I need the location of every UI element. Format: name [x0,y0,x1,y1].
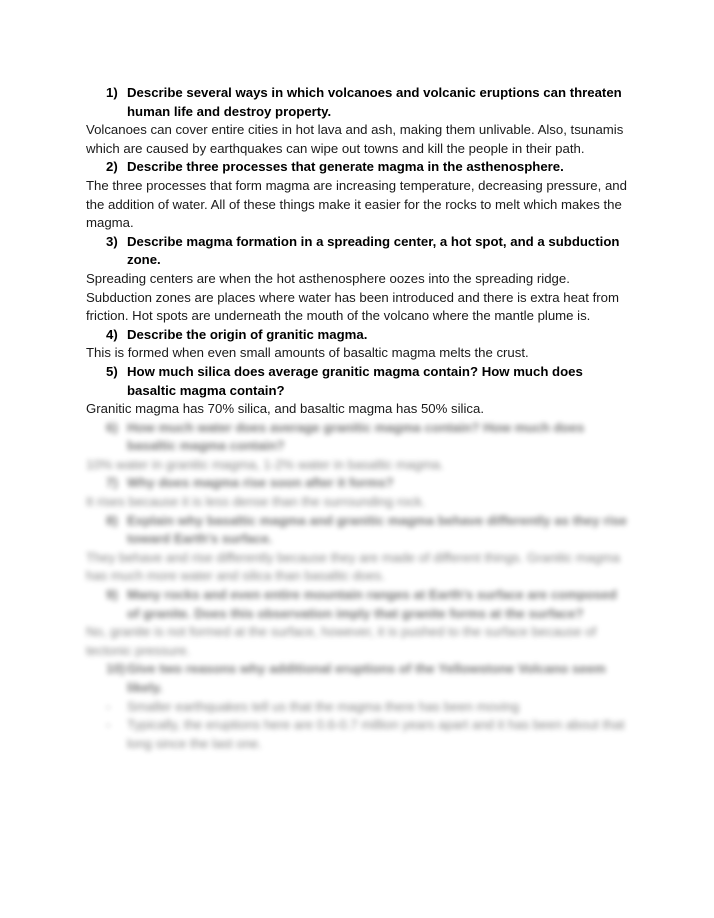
question-number: 5) [106,363,118,379]
question-text: Describe the origin of granitic magma. [127,326,368,342]
question-text: How much silica does average granitic magma contain? How much does basaltic magma contain? [127,363,583,398]
question-text: Describe several ways in which volcanoes and volcanic eruptions can threaten human life and destroy property. [127,85,622,119]
question-number: 6) [106,419,118,435]
question-7 [86,474,632,493]
answer-3: Spreading centers are when the hot asthenosphere oozes into the spreading ridge. Subduction zones are places where water has been introduced and there is extra heat from friction. Hot spots are underneath the mouth of the volcano where the mantle plume is. [86,270,619,324]
bullet-text: Typically, the eruptions here are 0.6-0.7 million years apart and it has been about that long since the last one. [127,717,625,751]
question-5 [86,363,632,400]
answer-5: Granitic magma has 70% silica, and basaltic magma has 50% silica. [86,401,485,417]
question-4 [86,326,632,345]
answer-2: The three processes that form magma are increasing temperature, decreasing pressure, and the addition of water. All of these things make it easier for the rocks to melt which makes the magma. [86,177,627,231]
question-number: 1) [106,85,118,100]
question-text: Many rocks and even entire mountain ranges at Earth's surface are composed of granite. Does this observation imply that granite forms at the surface? [127,587,617,621]
question-text: Describe three processes that generate magma in the asthenosphere. [127,159,564,175]
question-text: Describe magma formation in a spreading center, a hot spot, and a subduction zone. [127,233,620,268]
question-text: How much water does average granitic magma contain? How much does basaltic magma contain? [127,419,585,454]
question-1 [86,84,632,121]
document-body [86,84,632,753]
question-text: Explain why basaltic magma and granitic magma behave differently as they rise toward Earth's surface. [127,512,627,547]
question-number: 8) [106,512,118,528]
question-10 [86,660,632,697]
bullet-text: Smaller earthquakes tell us that the magma there has been moving [127,698,520,714]
bullet-item [86,698,632,717]
answer-1: Volcanoes can cover entire cities in hot lava and ash, making them unlivable. Also, tsunamis which are caused by earthquakes can wipe out towns and kill the people in their path. [86,122,624,156]
question-8 [86,512,632,549]
question-number: 7) [106,475,118,491]
question-9 [86,586,632,623]
answer-4: This is formed when even small amounts of basaltic magma melts the crust. [86,345,529,361]
bullet-dash: - [106,717,111,733]
question-6 [86,419,632,456]
question-text: Why does magma rise soon after it forms? [127,475,394,491]
bullet-item [86,716,632,753]
question-number: 4) [106,326,118,342]
answer-6: 10% water in granitic magma, 1-2% water in basaltic magma. [86,456,444,472]
question-2 [86,158,632,177]
question-3 [86,233,632,270]
question-number: 9) [106,587,118,603]
question-number: 2) [106,159,118,175]
answer-8: They behave and rise differently because they are made of different things. Granitic magma has much more water and silica than basaltic does. [86,549,620,584]
question-number: 10) [106,661,126,677]
bullet-dash: - [106,698,111,714]
answer-7: It rises because it is less dense than the surrounding rock. [86,494,426,510]
question-number: 3) [106,233,118,249]
answer-9: No, granite is not formed at the surface, however, it is pushed to the surface because of tectonic pressure. [86,624,597,658]
blurred-preview-section [86,419,632,754]
question-text: Give two reasons why additional eruptions of the Yellowstone Volcano seem likely. [127,661,606,695]
